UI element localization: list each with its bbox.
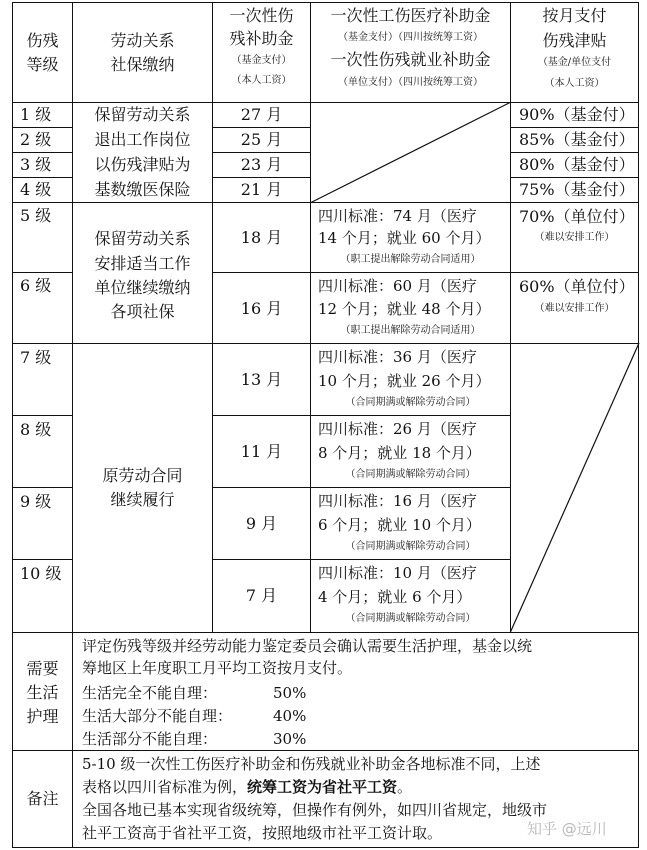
remark-line4: 社平工资高于省社平工资，按照地级市社平工资计取。 [82, 824, 443, 842]
grade-label-6: 6 级 [20, 276, 52, 295]
subsidy-value-8: 11 月 [240, 442, 283, 461]
diagonal-slash-7-10 [510, 343, 639, 633]
care-item-label-1: 生活完全不能自理： [82, 684, 218, 702]
header-labor-line1: 劳动关系 [110, 31, 175, 50]
sichuan-9-line2: 6 个月；就业 10 个月） [318, 516, 481, 534]
labor-7-10-line2: 继续履行 [110, 490, 175, 509]
header-employment-note: （单位支付）（四川按统筹工资） [338, 77, 483, 88]
labor-1-4-line1: 保留劳动关系 [94, 105, 191, 124]
sichuan-8-note: （合同期满或解除劳动合同） [345, 469, 476, 480]
labor-7-10-line1: 原劳动合同 [102, 466, 183, 485]
sichuan-10-note: （合同期满或解除劳动合同） [345, 613, 476, 624]
monthly-value-6: 60%（单位付） [519, 277, 635, 296]
remark-label: 备注 [26, 789, 59, 808]
header-subsidy-note2: （本人工资） [231, 75, 292, 86]
monthly-value-5: 70%（单位付） [519, 207, 635, 226]
sichuan-6-note: （职工提出解除劳动合同适用） [340, 325, 481, 336]
monthly-note-6: （难以安排工作） [534, 303, 615, 314]
sichuan-5-line2: 14 个月；就业 60 个月） [318, 229, 491, 247]
header-medical-title: 一次性工伤医疗补助金 [330, 6, 491, 25]
sichuan-7-line1: 四川标准：36 月（医疗 [318, 348, 477, 366]
labor-cell-7-10 [72, 343, 213, 633]
care-text-line1: 评定伤残等级并经劳动能力鉴定委员会确认需要生活护理，基金以统 [82, 637, 533, 655]
header-grade-line1: 伤残 [26, 31, 59, 50]
grade-label-9: 9 级 [20, 492, 52, 511]
labor-1-4-line2: 退出工作岗位 [94, 130, 191, 149]
header-labor-line2: 社保缴纳 [110, 55, 175, 74]
watermark: 知乎 @远川 [527, 820, 607, 838]
monthly-value-2: 85%（基金付） [519, 130, 635, 149]
grade-label-10: 10 级 [20, 564, 62, 583]
sichuan-5-note: （职工提出解除劳动合同适用） [340, 254, 481, 265]
sichuan-9-line1: 四川标准：16 月（医疗 [318, 492, 477, 510]
header-medical-note: （基金支付）（四川按统筹工资） [338, 32, 483, 43]
header-subsidy-note1: （基金支付） [231, 55, 292, 66]
labor-1-4-line3: 以伤残津贴为 [94, 155, 191, 174]
sichuan-6-line1: 四川标准：60 月（医疗 [318, 277, 477, 295]
subsidy-value-3: 23 月 [240, 155, 283, 174]
sichuan-7-note: （合同期满或解除劳动合同） [345, 397, 476, 408]
sichuan-5-line1: 四川标准：74 月（医疗 [318, 207, 477, 225]
subsidy-value-10: 7 月 [245, 586, 278, 605]
header-monthly-note2: （本人工资） [544, 78, 605, 89]
care-label-line1: 需要 [26, 659, 59, 678]
subsidy-value-4: 21 月 [240, 180, 283, 199]
header-grade-line2: 等级 [26, 55, 59, 74]
header-monthly-note1: （基金/单位支付 [537, 57, 612, 68]
grade-label-5: 5 级 [20, 206, 52, 225]
grade-label-7: 7 级 [20, 348, 52, 367]
diagonal-slash-1-4 [310, 102, 511, 203]
remark-line2-end: 。 [397, 778, 413, 796]
care-text-line2: 筹地区上年度职工月平均工资按月支付。 [82, 659, 353, 677]
labor-cell-5-6 [72, 202, 213, 344]
header-employment-title: 一次性伤残就业补助金 [330, 50, 491, 69]
monthly-note-5: （难以安排工作） [534, 232, 615, 243]
subsidy-value-9: 9 月 [245, 514, 278, 533]
subsidy-value-5: 18 月 [240, 228, 283, 247]
grade-label-4: 4 级 [20, 180, 52, 199]
sichuan-10-line1: 四川标准：10 月（医疗 [318, 564, 477, 582]
grade-label-8: 8 级 [20, 420, 52, 439]
care-item-value-3: 30% [273, 730, 307, 748]
sichuan-10-line2: 4 个月；就业 6 个月） [318, 588, 472, 606]
subsidy-value-7: 13 月 [240, 370, 283, 389]
subsidy-value-6: 16 月 [240, 299, 283, 318]
grade-label-3: 3 级 [20, 155, 52, 174]
care-label-line3: 护理 [26, 707, 59, 726]
monthly-value-4: 75%（基金付） [519, 180, 635, 199]
header-monthly-line2: 伤残津贴 [542, 31, 607, 50]
sichuan-9-note: （合同期满或解除劳动合同） [345, 541, 476, 552]
header-monthly-line1: 按月支付 [542, 6, 607, 25]
header-grade-cell [12, 2, 73, 103]
labor-5-6-line3: 单位继续缴纳 [94, 278, 191, 297]
remark-line3: 全国各地已基本实现省级统筹，但操作有例外，如四川省规定，地级市 [82, 801, 548, 819]
subsidy-value-2: 25 月 [240, 130, 283, 149]
care-item-label-3: 生活部分不能自理： [82, 730, 218, 748]
labor-1-4-line4: 基数缴医保险 [94, 180, 191, 199]
sichuan-6-line2: 12 个月；就业 48 个月） [318, 300, 491, 318]
monthly-value-1: 90%（基金付） [519, 105, 635, 124]
care-item-value-1: 50% [273, 684, 307, 702]
care-label-line2: 生活 [26, 683, 59, 702]
header-subsidy-line1: 一次性伤 [229, 6, 294, 25]
remark-line2-plain: 表格以四川省标准为例， [82, 778, 248, 796]
labor-5-6-line4: 各项社保 [110, 302, 175, 321]
remark-line2-bold: 统筹工资为省社平工资 [247, 778, 398, 796]
labor-5-6-line2: 安排适当工作 [94, 254, 191, 273]
remark-line2 [82, 780, 412, 795]
remark-line1: 5-10 级一次性工伤医疗补助金和伤残就业补助金各地标准不同，上述 [82, 755, 541, 773]
care-item-label-2: 生活大部分不能自理： [82, 707, 233, 725]
labor-5-6-line1: 保留劳动关系 [94, 229, 191, 248]
header-labor-cell [72, 2, 213, 103]
sichuan-7-line2: 10 个月；就业 26 个月） [318, 372, 491, 390]
care-item-value-2: 40% [273, 707, 307, 725]
sichuan-8-line1: 四川标准：26 月（医疗 [318, 420, 477, 438]
monthly-value-3: 80%（基金付） [519, 155, 635, 174]
grade-label-2: 2 级 [20, 130, 52, 149]
grade-label-1: 1 级 [20, 105, 52, 124]
header-subsidy-line2: 残补助金 [229, 29, 294, 48]
sichuan-8-line2: 8 个月；就业 18 个月） [318, 444, 481, 462]
subsidy-value-1: 27 月 [240, 105, 283, 124]
